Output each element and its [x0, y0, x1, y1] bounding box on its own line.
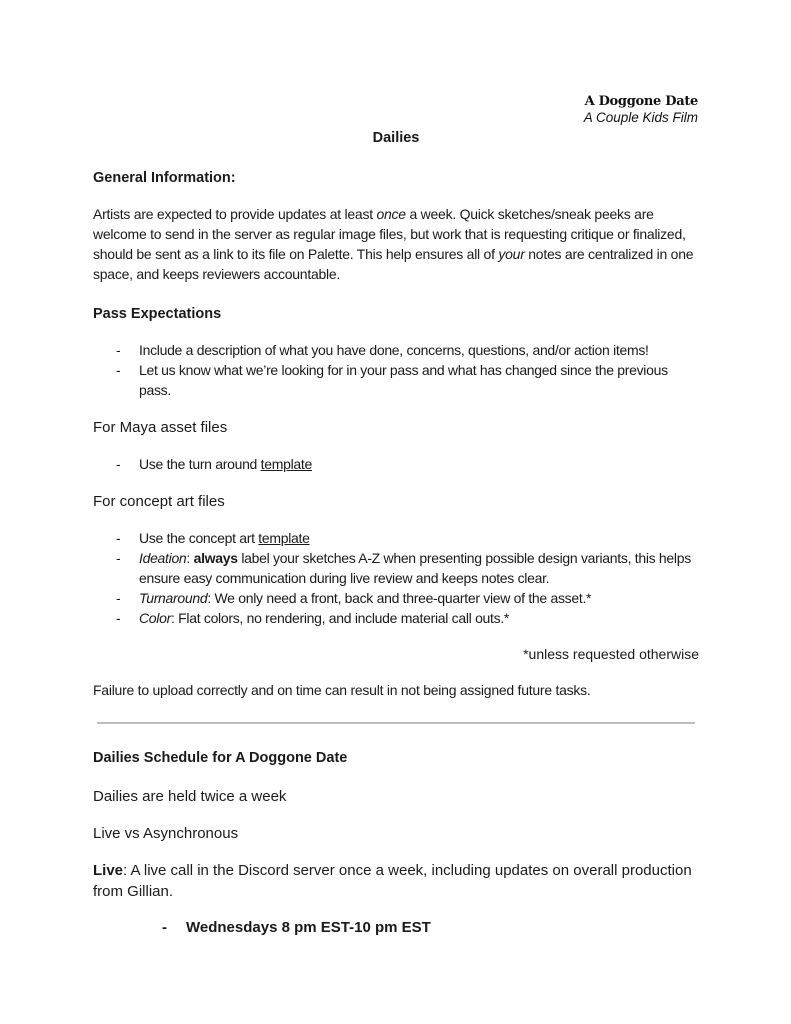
live-description	[93, 860, 699, 902]
dash-bullet: -	[116, 550, 121, 566]
dash-bullet: -	[162, 919, 167, 936]
live-time-text: Wednesdays 8 pm EST-10 pm EST	[186, 919, 431, 936]
color-label: Color	[139, 610, 171, 626]
general-emphasis-once: once	[376, 206, 406, 222]
header-logo-block	[584, 94, 698, 126]
general-info-paragraph	[93, 204, 699, 284]
concept-list	[93, 528, 699, 628]
general-info-heading: General Information:	[93, 170, 236, 186]
list-item-text: Let us know what we’re looking for in your pass and what has changed since the previous pass.	[139, 362, 668, 398]
dash-bullet: -	[116, 456, 121, 472]
pass-expectations-heading: Pass Expectations	[93, 306, 222, 322]
live-time-item	[93, 917, 699, 938]
list-item	[93, 588, 699, 608]
dash-bullet: -	[116, 610, 121, 626]
dash-bullet: -	[116, 590, 121, 606]
list-item	[93, 340, 699, 360]
film-logo: A Doggone Date	[584, 94, 698, 109]
list-item-text: Include a description of what you have done, concerns, questions, and/or action items!	[139, 342, 649, 358]
ideation-label: Ideation	[139, 550, 187, 566]
concept-template-link[interactable]: template	[258, 530, 310, 546]
pass-expectations-list	[93, 340, 699, 400]
general-emphasis-your: your	[498, 246, 525, 262]
list-item-text: Use the turn around	[139, 456, 261, 472]
dash-bullet: -	[116, 342, 121, 358]
page-title: Dailies	[372, 130, 420, 146]
list-item-text: Use the concept art	[139, 530, 259, 546]
list-item-text: : Flat colors, no rendering, and include material call outs.*	[170, 610, 510, 626]
list-item	[93, 360, 699, 400]
general-text-3: notes are centralized in one space, and keeps reviewers accountable.	[93, 246, 694, 282]
list-item-text: :	[186, 550, 194, 566]
maya-section-heading: For Maya asset files	[93, 419, 228, 436]
film-subtitle: A Couple Kids Film	[583, 110, 698, 125]
dash-bullet: -	[116, 362, 121, 378]
footnote: *unless requested otherwise	[523, 646, 699, 662]
list-item-text: label your sketches A-Z when presenting possible design variants, this helps ensure easy communication during live review and keeps notes clear.	[139, 550, 691, 586]
list-item	[93, 608, 699, 628]
list-item	[93, 528, 699, 548]
general-text-2: a week. Quick sketches/sneak peeks are welcome to send in the server as regular image files, but work that is requesting critique or finalized, should be sent as a link to its file on Palette. This help ensures all of	[93, 206, 686, 262]
list-item	[93, 454, 699, 474]
maya-list	[93, 454, 699, 474]
always-emphasis: always	[193, 550, 238, 566]
turnaround-label: Turnaround	[139, 590, 208, 606]
schedule-heading: Dailies Schedule for A Doggone Date	[93, 750, 348, 766]
concept-section-heading: For concept art files	[93, 493, 225, 510]
section-divider	[97, 722, 695, 724]
dash-bullet: -	[116, 530, 121, 546]
schedule-modes: Live vs Asynchronous	[93, 825, 239, 842]
list-item-text: : We only need a front, back and three-quarter view of the asset.*	[207, 590, 592, 606]
general-text-1: Artists are expected to provide updates at least	[93, 206, 377, 222]
schedule-frequency: Dailies are held twice a week	[93, 788, 287, 805]
live-label: Live	[93, 862, 124, 879]
live-text: : A live call in the Discord server once a week, including updates on overall production from Gillian.	[93, 862, 692, 900]
failure-note: Failure to upload correctly and on time can result in not being assigned future tasks.	[93, 682, 591, 698]
document-body	[93, 128, 699, 938]
list-item	[93, 548, 699, 588]
turnaround-template-link[interactable]: template	[260, 456, 312, 472]
